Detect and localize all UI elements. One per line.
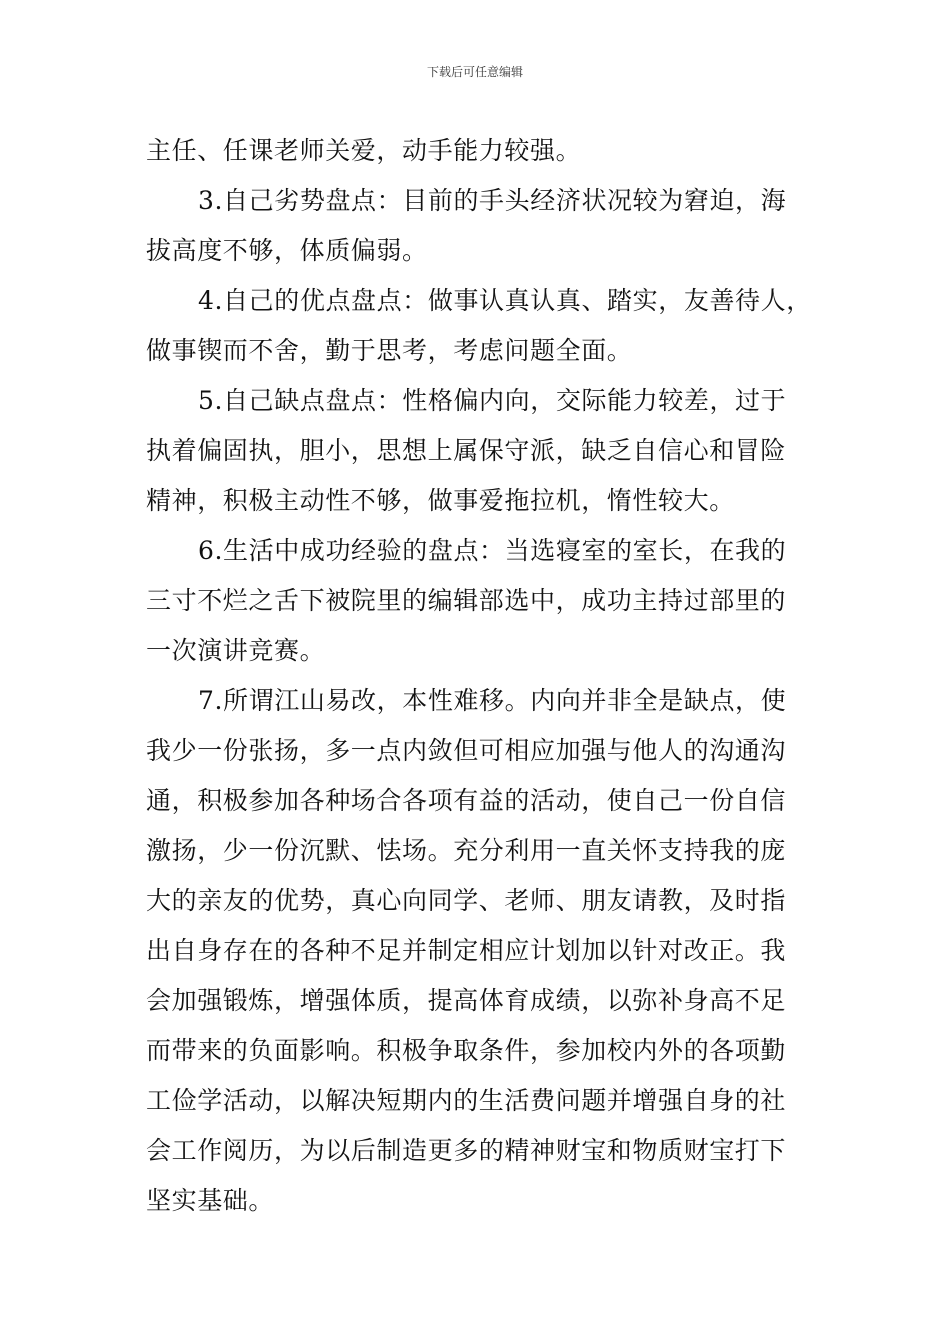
text-line: 工俭学活动，以解决短期内的生活费问题并增强自身的社 <box>146 1086 787 1115</box>
text-line: 做事锲而不舍，勤于思考，考虑问题全面。 <box>146 336 633 365</box>
text-line: 大的亲友的优势，真心向同学、老师、朋友请教，及时指 <box>146 886 787 915</box>
text-line: 出自身存在的各种不足并制定相应计划加以针对改正。我 <box>146 936 787 965</box>
text-line: 通，积极参加各种场合各项有益的活动，使自己一份自信 <box>146 786 787 815</box>
text-line: 精神，积极主动性不够，做事爱拖拉机，惰性较大。 <box>146 486 735 515</box>
text-line: 拔高度不够，体质偏弱。 <box>146 236 428 265</box>
text-line: 6.生活中成功经验的盘点：当选寝室的室长，在我的 <box>198 536 787 565</box>
text-line: 3.自己劣势盘点：目前的手头经济状况较为窘迫，海 <box>198 186 787 215</box>
text-line: 坚实基础。 <box>146 1186 275 1215</box>
text-line: 7.所谓江山易改，本性难移。内向并非全是缺点，使 <box>198 686 787 715</box>
text-line: 而带来的负面影响。积极争取条件，参加校内外的各项勤 <box>146 1036 787 1065</box>
text-line: 激扬，少一份沉默、怯场。充分利用一直关怀支持我的庞 <box>146 836 787 865</box>
text-line: 4.自己的优点盘点：做事认真认真、踏实，友善待人， <box>198 286 812 315</box>
text-line: 我少一份张扬，多一点内敛但可相应加强与他人的沟通沟 <box>146 736 787 765</box>
text-line: 会工作阅历，为以后制造更多的精神财宝和物质财宝打下 <box>146 1136 787 1165</box>
text-line: 主任、任课老师关爱，动手能力较强。 <box>146 136 582 165</box>
text-line: 执着偏固执，胆小，思想上属保守派，缺乏自信心和冒险 <box>146 436 787 465</box>
text-line: 会加强锻炼，增强体质，提高体育成绩，以弥补身高不足 <box>146 986 787 1015</box>
text-line: 5.自己缺点盘点：性格偏内向，交际能力较差，过于 <box>198 386 787 415</box>
page-header-note: 下载后可任意编辑 <box>426 65 523 79</box>
text-line: 三寸不烂之舌下被院里的编辑部选中，成功主持过部里的 <box>146 586 787 615</box>
document-body <box>146 126 816 1226</box>
text-line: 一次演讲竞赛。 <box>146 636 326 665</box>
